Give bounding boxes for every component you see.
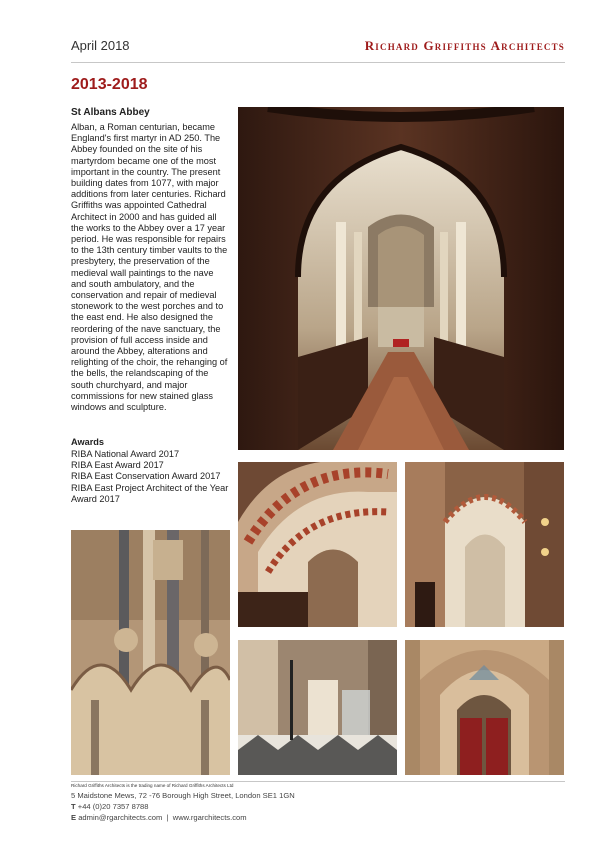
project-title: St Albans Abbey [71, 107, 150, 118]
footer-contact-line [71, 813, 247, 822]
award-item: RIBA National Award 2017 [71, 449, 180, 459]
awards-list [71, 449, 236, 505]
photo-carved-capitals [71, 530, 230, 775]
photo-nave-arcade [405, 462, 564, 627]
section-years: 2013-2018 [71, 76, 148, 93]
footer-email-web[interactable]: admin@rgarchitects.com | www.rgarchitects.com [78, 813, 247, 822]
header-date: April 2018 [71, 38, 130, 53]
footer-phone: +44 (0)20 7357 8788 [77, 802, 149, 811]
footer-address: 5 Maidstone Mews, 72 -76 Borough High Street, London SE1 1GN [71, 791, 295, 800]
project-description: Alban, a Roman centurian, became England's first martyr in AD 250. The Abbey founded on the site of his martyrdom became one of the most important in the country. The present building dates from 1077, with major additions from later centuries. Richard Griffiths was appointed Cathedral Architect in 2000 and has guided all the works to the Abbey over a 17 year period. He was responsible for repairs to the 13th century timber vaults to the presbytery, the preservation of the medieval wall paintings to the nave and south ambulatory, and the conservation and repair of medieval stonework to the west porches and to the east end. He also designed the reordering of the nave sanctuary, the provision of full access inside and around the Abbey, alterations and relighting of the choir, the rehanging of the bells, the relandscaping of the south churchyard, and major commissions for new stained glass windows and sculpture. [71, 122, 228, 413]
phone-prefix: T [71, 802, 76, 811]
firm-name: Richard Griffiths Architects [364, 38, 565, 53]
photo-crossing-arches [238, 462, 397, 627]
photo-west-porch-doors [405, 640, 564, 775]
award-item: RIBA East Project Architect of the Year Award 2017 [71, 482, 229, 504]
email-prefix: E [71, 813, 77, 822]
footer-divider [71, 781, 565, 782]
award-item: RIBA East Conservation Award 2017 [71, 471, 221, 482]
photo-nave-through-screen [238, 107, 564, 450]
photo-access-ramp [238, 640, 397, 775]
awards-heading: Awards [71, 437, 105, 447]
footer-phone-line [71, 802, 149, 811]
award-item: RIBA East Award 2017 [71, 460, 164, 471]
header-divider [71, 62, 565, 63]
footer-trading-name: Richard Griffiths Architects is the trading name of Richard Griffiths Architects Ltd [71, 783, 234, 788]
